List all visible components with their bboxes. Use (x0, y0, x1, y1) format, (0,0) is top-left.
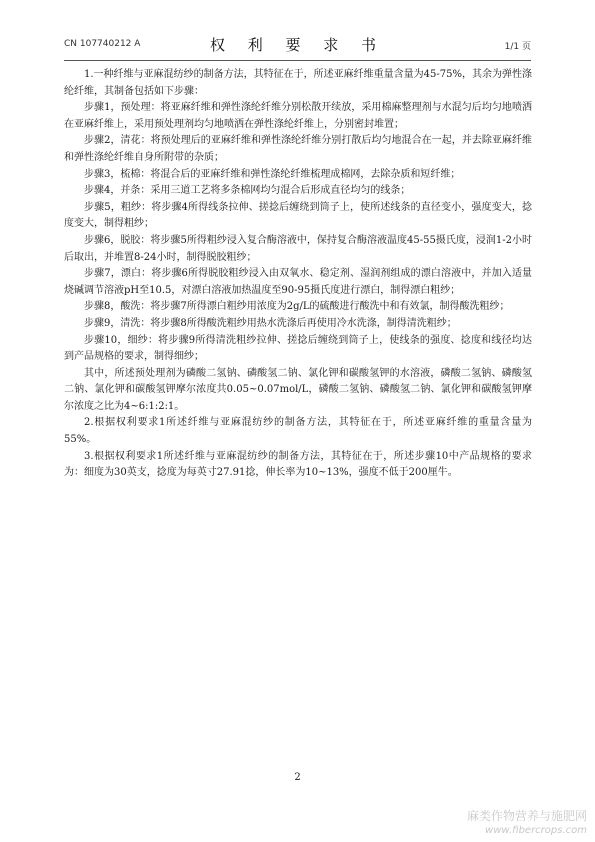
page-number: 2 (294, 772, 301, 783)
claim-1-step-3: 步骤3，梳棉：将混合后的亚麻纤维和弹性涤纶纤维梳理成棉网，去除杂质和短纤维； (84, 168, 461, 180)
publication-number: CN 107740212 A (64, 39, 141, 49)
page-indicator: 1/1 页 (504, 42, 531, 52)
header-divider (64, 60, 531, 61)
claim-1-step-2: 步骤2，清花：将预处理后的亚麻纤维和弹性涤纶纤维分别打散后均匀地混合在一起，并去除亚麻纤维和弹性涤纶纤维自身所附带的杂质； (64, 135, 532, 163)
watermark-url: www.fibercrops.com (485, 825, 587, 836)
claim-1-step-5: 步骤5，粗纱：将步骤4所得线条拉伸、搓捻后缠绕到筒子上，使所述线条的直径变小，强度变大，捻度变大，制得粗纱； (64, 201, 532, 230)
claim-1-step-6: 步骤6，脱胶：将步骤5所得粗纱浸入复合酶溶液中，保持复合酶溶液温度45-55摄氏度，浸润1-2小时后取出，并堆置8-24小时，制得脱胶粗纱； (64, 234, 532, 263)
claim-1-step-4: 步骤4，并条：采用三道工艺将多条棉网均匀混合后形成直径均匀的线条； (84, 185, 411, 197)
claim-1-step-10: 步骤10，细纱：将步骤9所得清洗粗纱拉伸、搓捻后缠绕到筒子上，使线条的强度、捻度和线径均达到产品规格的要求，制得细纱； (64, 334, 532, 363)
claims-body (64, 67, 532, 482)
document-title: 权 利 要 求 书 (209, 36, 386, 54)
claim-2: 2.根据权利要求1所述纤维与亚麻混纺纱的制备方法，其特征在于，所述亚麻纤维的重量含量为55%。 (64, 417, 532, 446)
claim-1-step-1: 步骤1，预处理：将亚麻纤维和弹性涤纶纤维分别松散开续放，采用棉麻整理剂与水混匀后均匀地喷洒在亚麻纤维上，采用预处理剂均匀地喷洒在弹性涤纶纤维上，分别密封堆置； (64, 102, 532, 130)
claim-1-pretreatment-agent: 其中，所述预处理剂为磷酸二氢钠、磷酸氢二钠、氯化钾和碳酸氢钾的水溶液，磷酸二氢钠、磷酸氢二钠、氯化钾和碳酸氢钾摩尔浓度共0.05~0.07mol/L，磷酸二氢钠、磷酸氢二钠、氯化钾和碳酸氢钾摩尔浓度之比为4~6:1:2:1。 (64, 367, 532, 412)
claim-3: 3.根据权利要求1所述纤维与亚麻混纺纱的制备方法，其特征在于，所述步骤10中产品规格的要求为：细度为30英支，捻度为每英寸27.91捻，伸长率为10~13%，强度不低于200厘牛。 (64, 450, 532, 479)
claim-1-step-9: 步骤9，清洗：将步骤8所得酸洗粗纱用热水洗涤后再使用冷水洗涤，制得清洗粗纱； (84, 317, 457, 329)
page-header (64, 34, 531, 56)
claim-1-step-7: 步骤7，漂白：将步骤6所得脱胶粗纱浸入由双氧水、稳定剂、湿润剂组成的漂白溶液中，并加入适量烧碱调节溶液pH至10.5，对漂白溶液加热温度至90-95摄氏度进行漂白，制得漂白粗纱； (64, 268, 532, 296)
site-watermark (467, 809, 587, 837)
claim-1-intro: 1.一种纤维与亚麻混纺纱的制备方法，其特征在于，所述亚麻纤维重量含量为45-75%，其余为弹性涤纶纤维，其制备包括如下步骤： (64, 69, 532, 97)
claim-1-step-8: 步骤8，酸洗：将步骤7所得漂白粗纱用浓度为2g/L的硫酸进行酸洗中和有效氯，制得酸洗粗纱； (84, 301, 510, 313)
watermark-site-name: 麻类作物营养与施肥网 (466, 809, 587, 823)
